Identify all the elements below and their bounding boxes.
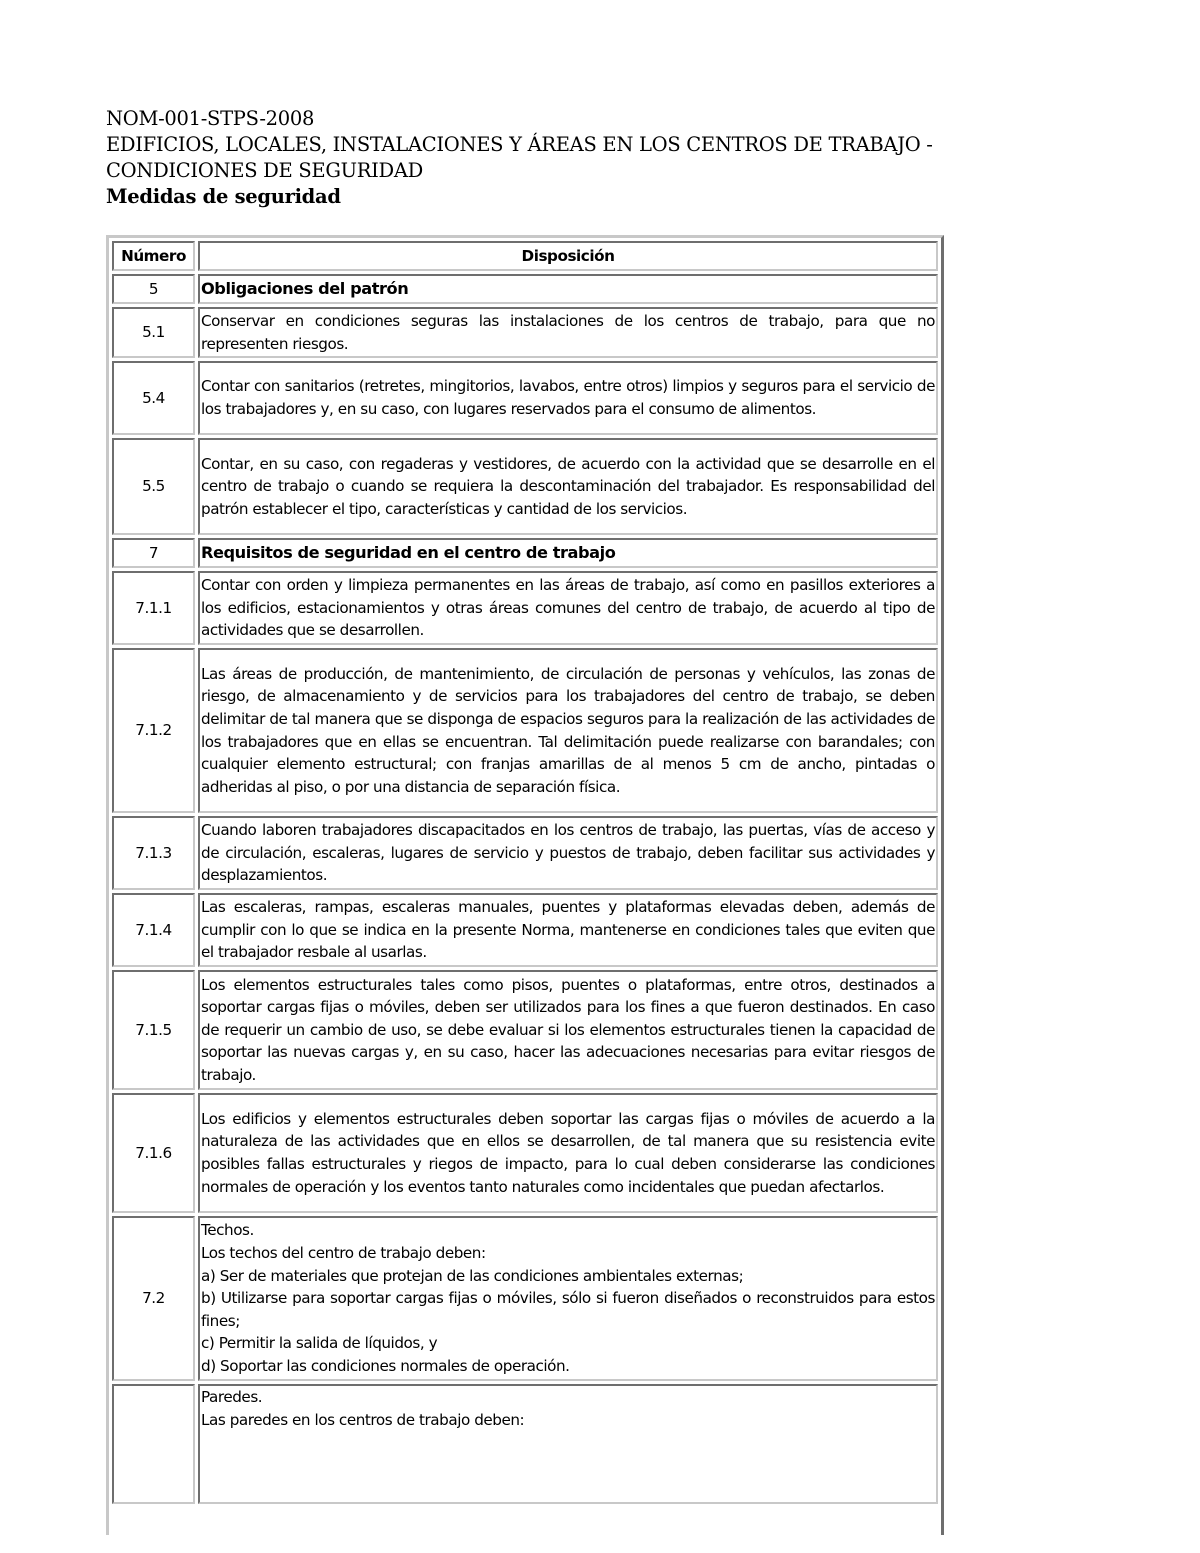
row-disposition: Los edificios y elementos estructurales deben soportar las cargas fijas o móviles de acuerdo a la naturaleza de las actividades que en ellos se desarrollen, de tal manera que su resistencia evite posibles fallas estructurales y riegos de impacto, para lo cual deben considerarse las condiciones normales de operación y los eventos tanto naturales como incidentales que puedan afectarlos. (198, 1093, 938, 1213)
row-number: 5.4 (112, 361, 195, 435)
row-number: 7.1.4 (112, 893, 195, 967)
walls-intro: Las paredes en los centros de trabajo deben: (201, 1410, 525, 1429)
norm-title-line-2: CONDICIONES DE SEGURIDAD (106, 159, 423, 182)
row-number: 7.1.5 (112, 970, 195, 1090)
row-number: 7.1.2 (112, 648, 195, 813)
row-disposition: Contar con orden y limpieza permanentes en las áreas de trabajo, así como en pasillos exteriores a los edificios, estacionamientos y otras áreas comunes del centro de trabajo, de acuerdo al tipo de actividades que se desarrollen. (198, 571, 938, 645)
table-row (112, 361, 938, 435)
roofs-item-c: c) Permitir la salida de líquidos, y (201, 1334, 438, 1353)
row-number: 5.5 (112, 438, 195, 535)
table-row (112, 648, 938, 813)
row-disposition (198, 1384, 938, 1504)
row-number: 7.1.1 (112, 571, 195, 645)
roofs-heading: Techos. (201, 1221, 254, 1240)
table-header-row (112, 241, 938, 271)
row-number: 7.1.3 (112, 816, 195, 890)
table-row (112, 307, 938, 358)
section-heading: Obligaciones del patrón (198, 274, 938, 304)
row-disposition: Las áreas de producción, de mantenimiento, de circulación de personas y vehículos, las zonas de riesgo, de almacenamiento y de servicios para los trabajadores del centro de trabajo, se deben delimitar de tal manera que se disponga de espacios seguros para la realización de las actividades de los trabajadores que en ellas se encuentran. Tal delimitación puede realizarse con barandales; con cualquier elemento estructural; con franjas amarillas de al menos 5 cm de ancho, pintadas o adheridas al piso, o por una distancia de separación física. (198, 648, 938, 813)
roofs-intro: Los techos del centro de trabajo deben: (201, 1244, 486, 1263)
walls-heading: Paredes. (201, 1388, 263, 1406)
dispositions-table (109, 238, 941, 1507)
row-disposition (198, 1216, 938, 1381)
document-header (106, 106, 1026, 210)
row-disposition: Cuando laboren trabajadores discapacitados en los centros de trabajo, las puertas, vías de acceso y de circulación, escaleras, lugares de servicio y puestos de trabajo, deben facilitar sus actividades y desplazamientos. (198, 816, 938, 890)
column-header-disposition: Disposición (198, 241, 938, 271)
norm-title-line-1: EDIFICIOS, LOCALES, INSTALACIONES Y ÁREAS EN LOS CENTROS DE TRABAJO - (106, 133, 933, 156)
roofs-item-a: a) Ser de materiales que protejan de las condiciones ambientales externas; (201, 1266, 744, 1285)
row-disposition: Los elementos estructurales tales como pisos, puentes o plataformas, entre otros, destinados a soportar cargas fijas o móviles, deben ser utilizados para los fines a que fueron destinados. En caso de requerir un cambio de uso, se debe evaluar si los elementos estructurales tienen la capacidad de soportar las nuevas cargas y, en su caso, hacer las adecuaciones necesarias para evitar riesgos de trabajo. (198, 970, 938, 1090)
table-row (112, 970, 938, 1090)
table-row (112, 538, 938, 568)
row-number: 7.2 (112, 1216, 195, 1381)
row-disposition: Las escaleras, rampas, escaleras manuales, puentes y plataformas elevadas deben, además de cumplir con lo que se indica en la presente Norma, mantenerse en condiciones tales que eviten que el trabajador resbale al usarlas. (198, 893, 938, 967)
column-header-number: Número (112, 241, 195, 271)
norm-code: NOM-001-STPS-2008 (106, 107, 315, 130)
table-row (112, 274, 938, 304)
row-number: 7.1.6 (112, 1093, 195, 1213)
section-subtitle: Medidas de seguridad (106, 185, 341, 208)
table-row (112, 571, 938, 645)
dispositions-table-frame (106, 235, 944, 1535)
row-number: 5 (112, 274, 195, 304)
section-heading: Requisitos de seguridad en el centro de trabajo (198, 538, 938, 568)
table-row (112, 1216, 938, 1381)
row-number (112, 1384, 195, 1504)
row-disposition: Contar con sanitarios (retretes, mingitorios, lavabos, entre otros) limpios y seguros para el servicio de los trabajadores y, en su caso, con lugares reservados para el consumo de alimentos. (198, 361, 938, 435)
table-row (112, 1093, 938, 1213)
row-number: 5.1 (112, 307, 195, 358)
table-row (112, 438, 938, 535)
row-disposition: Contar, en su caso, con regaderas y vestidores, de acuerdo con la actividad que se desarrolle en el centro de trabajo o cuando se requiera la descontaminación del trabajador. Es responsabilidad del patrón establecer el tipo, características y cantidad de los servicios. (198, 438, 938, 535)
row-disposition: Conservar en condiciones seguras las instalaciones de los centros de trabajo, para que no representen riesgos. (198, 307, 938, 358)
roofs-item-d: d) Soportar las condiciones normales de operación. (201, 1356, 570, 1375)
row-number: 7 (112, 538, 195, 568)
roofs-item-b: b) Utilizarse para soportar cargas fijas o móviles, sólo si fueron diseñados o reconstruidos para estos fines; (201, 1289, 935, 1330)
table-row (112, 1384, 938, 1504)
table-row (112, 816, 938, 890)
table-row (112, 893, 938, 967)
